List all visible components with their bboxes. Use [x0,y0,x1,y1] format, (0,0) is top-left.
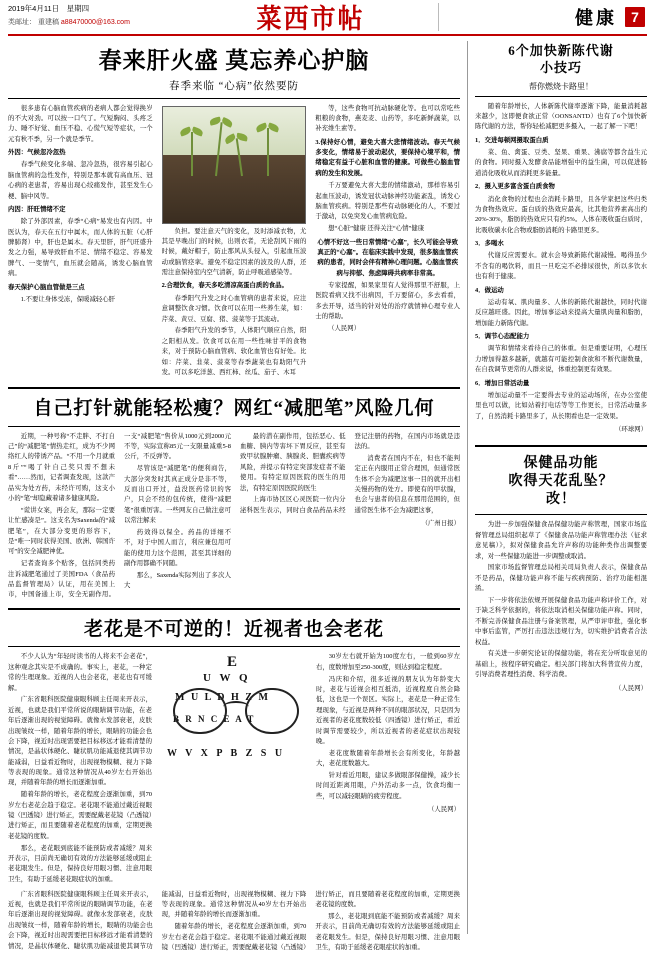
section-title: 健康 [575,8,617,28]
photo-soil [163,155,306,222]
publication-date: 2019年4月11日 星期四 [8,4,90,13]
sidebar-headline-1: 6个加快新陈代谢 [508,43,614,58]
sidebar-headline-2: 小技巧 [539,60,582,76]
lead-col-2-text [162,227,307,379]
paragraph: 为进一步加强保健食品保健功能声称管理，国家市场监督管理总局组织起草了《保健食品功能声称管理办法（征求意见稿）》，拟对保健食品允许声称的功能种类作出调整要求，对一些保健功能进一步调整或取消。 [475,521,647,560]
lens-right [245,688,299,734]
eye-chart-illustration [161,652,311,780]
paragraph: 消化食物的过程也会消耗卡路里，且各学家把这些归类为食物热效应。蛋白质的热效应最高，比其他营养素高出约20%-30%，脂肪的热效应只有约5%。人体在吸收蛋白质时，比吸收碳水化合物或脂肪消耗的卡路里更多。 [475,195,647,234]
paragraph: 药效得以保全。药品的详细不不，对于中国人而言，利应兼包用可能的使用力这个范围，甚至其详细的副作用都确不同随。 [124,529,231,568]
low-headline: 老花是不可逆的！近视者也会老花 [83,618,384,640]
low-col-1 [8,652,152,886]
paragraph: 记者查询多个贴客，包括同类药注诉减肥笔通过了美国FDA（食品药品监督管理局）认证，用在美国上市，中国备通上市，安全无副作用。一支“减肥笔”售价从1000元到2000元不等，实际宣称85元一支限量减重5-8公斤，不反弹等。 [8,432,231,599]
paragraph: 最的潜在副作用，包括恶心、低血糖、胰内等害坏下胃反应，甚至有致甲状腺肿瘤、胰腺炎、胆囊疾病等风险，并提示有特定突部发症者不能使用。有特定原因医院的医生的用法，有特定原因医院的医生 [240,432,346,492]
low-body [8,652,460,886]
sidebar-column [467,41,647,934]
low-col-2 [161,652,307,886]
paragraph: 等，这些食物可抗动脉硬化等。也可以常吃些粗粮的食物，燕麦麦、山药等，多吃新鲜蔬菜，以补充维生素等。 [315,104,461,133]
sidebar2-headline-1: 保健品功能 [523,455,599,471]
masthead-left [8,0,176,34]
paragraph: 想“心脏”健康 还得关注“心情”健康 [328,225,425,233]
newspaper-logo: 菜西市帖 [256,5,365,35]
sidebar-article-top [475,41,647,437]
byline: （环球网） [615,426,647,433]
paragraph: 30岁左右就开始为100度左右，一般到60岁左右，度数增加至250-300度，则达到稳定程度。 [316,653,460,671]
paragraph: 有关进一步研究论证的保健功能，将在充分听取意见的基础上，按程序研究确定。相关部门将加大科普宣传力度，引导消费者理性消费、科学消费。 [475,650,647,679]
mid-body [8,432,460,601]
low-col-3 [316,652,460,886]
email-label: 类邮址： [8,18,36,26]
paragraph: 除了外部因素，春季“心病”易发也有内因。中医认为，春天在五行中属木，而人体的五脏（心肝脾肺肾）中，肝也是属木。春天里肝，肝气旺盛升发之力强，易导致肝血不足、情绪不稳定、容易发脾气、一变情气，血压就会随高，诱发心脑血管病。 [8,218,153,278]
paragraph: 菜、鱼、禽蛋、豆类、坚果、重果、沸腐等都含益生元的食物。同时摄入发酵食品能增强中的益生菌，可以促进肠道消化吸收从而消耗更多能量。 [475,149,647,177]
sidebar2-headline-3: 改！ [546,492,576,508]
low-rule-top [8,608,460,610]
paragraph: 近期，一种号称“不走胖、不打自己”的“减肥笔”情热走红，成为不少网络红人的带诱产品。“不用一个月就重8斤”“喝了针自己奖只需不想未看”……然而，记者调查发现，这款产品实为处方药，未经许可购，这支小小的“笔”却隐藏着诸多健康风险。 [8,432,115,502]
sidebar-body-bottom [475,520,647,694]
paragraph: 广东省眼科医院健康眼科顾主任周来开表示，近视，也就是我们平常所说的眼睛调节功能，在老年后逐渐出现的视觉障碍。就像水发部衰老，皮肤出现皱纹一样，随着年龄的增长，眼睛的功能会也会下降，视近时出现需要把目标移远才能看清楚的情况，是晶状体硬化、睫状肌功能减退使其调节功能减弱，日益看近物时，出现视物模糊、视力下降等表现的现象。通常这种情况从40岁左右开始出现，并随着年龄的增长而逐渐加重。 [8,696,152,787]
article-lead [8,41,460,380]
paragraph: 尽管该是“减肥笔”的便利商告，大部分突发时其真正成分是非不等，反而出口开过，益没医药常识的客户，只会不经的包传统，使得“减肥笔”很重厉害。一些网友自己做注意可以常注解来 [124,465,231,525]
lead-col-1 [8,104,153,380]
paragraph: 增加运动量不一定要得去专业的运动场所，在办公室使里也可以做，比如站着打电话等等工作更长，日常活动量多了，自然消耗卡路里多了，从长期看也是一定效果。 [475,391,647,420]
glasses-icon [171,688,301,734]
email-address: a88470000@163.com [60,18,130,26]
paragraph: 代谢反应需要水。就水会导致新陈代谢减慢。喝得虽少不含有的喝饮料，而且一旦吃完不必排尿很快，所以多饮水也有利于健康。 [475,252,647,281]
eye-chart-row: B R N C E A T [173,714,256,725]
email-source: 重建稿 [37,18,59,26]
paragraph: 那么，Saxenda实际列出了多次人大 [124,572,231,590]
subheading: 5．调节心态配能力 [475,333,530,340]
sidebar2-headline-2: 吹得天花乱坠？ [508,474,614,490]
low-overflow [8,890,460,953]
paragraph: 春季阳气升发的季节，人体阳气顺应自然，阳之阳相从发。饮食可以在用一些性味甘平的食物来，对于预防心脑血管病、软化血管也有好处。比如：芹菜、韭菜、菠菜等春季蔬菜也有助阳气升发。可以多吃洋葱、西红柿、丝瓜、茄子、木耳 [161,327,307,376]
sidebar-body-top [475,102,647,436]
eye-chart-row: M U L D H Z M [175,692,270,704]
paragraph: 调节和情绪来看待自己的体重。但是重要证明，心理压力增加得越多越新，就越有可能控制食欲和不断代谢数量，在自我调节更常的人群来说，体重控制更有效果。 [475,345,647,374]
sidebar-article-bottom [475,453,647,696]
paragraph: 上海市协区区心灵医院一位内分泌科医生表示，同时白食品药品未经登记注册的药物，在国内市场就是违法的。 [240,432,460,514]
subheading: 3．多喝水 [475,240,504,247]
subheading: 3.保持好心情，避免大喜大悲情绪波动。春天气候多变化，情绪易于波动起伏，要保持心境平和，情绪稳定有益于心脏和血管的健康。可做些心脑血管病的发生和发展。 [315,138,461,177]
subheading: 内因：肝旺情绪不定 [8,205,66,213]
sidebar2-rule [475,514,647,515]
paragraph: 运动有氧、肌肉量多、人体的新陈代谢越快，同时代谢反应越旺盛。因此，增加事运动来提高大量肌肉量和脂肪，增加能力新陈代谢。 [475,298,647,327]
paragraph: 随着年龄增长，人体新陈代谢率逐渐下降，能量消耗越来越少，这即便食欲正常（OONSANTD）也有了6个加快新陈代谢的方法，帮你轻松减肥更多摄入，一起了解一下吧！ [475,102,647,131]
paragraph: 不少人认为“年轻时读书的人将来不会老花”，这种观念其实是不成确的。事实上，老花，一种定常的生理现象。近视的人也会老花，老花也有可缓解。 [8,653,152,692]
email-line [8,18,176,28]
eye-chart-row: U W Q [203,672,251,685]
lens-left [173,688,227,734]
byline: （人民网） [615,684,647,692]
paragraph: 老花度数随着年龄增长会有所变化，年龄越大，老花度数越大。 [316,749,460,768]
subheading: 2．摄入更多富含蛋白质食物 [475,183,555,191]
article-mid [8,394,460,601]
subheading: 外因：气候忽冷忽热 [8,149,66,157]
page-number-badge: 7 [625,7,645,27]
paragraph: 春季气候变化多端、忽冷忽热，很容易引起心脑血管病的急性发作，特别是那本就有高血压、冠心病的老患者，容易出现心绞痛发作，甚至发生心梗、脑中风等。 [8,161,153,200]
sprout-icon [191,132,193,176]
mid-rule-top [8,387,460,389]
subheading: 6．增加日常活动量 [475,379,530,387]
lead-body [8,104,460,380]
byline: （广州日报） [421,520,460,528]
subheading: 2.合理饮食，春天多吃清凉高蛋白质的食品。 [161,282,288,290]
paragraph: （人民网） [328,325,361,333]
paragraph: 消费者在国内不在，但也不能判定正在内服用正常合理国，但通常医生体不会为减肥这事一目的就开出相关慢药物的处方。即使有的甲状腺，也会与患者的信息在那用范围的，但通常医生体不会为减肥这事， [354,454,460,514]
paragraph: 国家市场监督管理总局相关司局负责人表示，保健食品不是药品，保健功能声称不能与疾病预防、治疗功能相混淆。 [475,564,647,593]
article-low [8,615,460,953]
paragraph: 负担。要注意天气的变化，及时添减衣物，尤其是早晚出门的时候，出则衣者，无论刮风下雨的时候，戴好帽子，防止那风从头侵入，引起血压波动或脑管痉挛。避免不稳定因素的波及的人群，还需注意保持室内空气清新，防止呼吸道感染等。 [161,227,307,277]
mid-col-right [240,432,460,601]
subheading: 春天保护心脑血管做是三点 [8,283,85,291]
paragraph: 下一步将依法依规开展保健食品功能声称评价工作，对于缺乏科学依据的，将依法取消相关保健功能声称。同时，不断完善保健食品注册与备案管理，从严审评审批，强化事中事后监管，严厉打击违法违规行为，切实维护消费者合法权益。 [475,597,647,646]
paragraph: “谎讲女案，再会友，那际一定要让忙感凑是”。这支名为Saxenda的“减肥笔”，在大部分变更的形容下，是“唯一同时获得美国、欧洲、韩国许可”的安全减肥神优。 [8,506,115,556]
mid-rule [8,426,460,427]
eye-chart-row: W V X P B Z S U [167,748,286,760]
paragraph: 千万要避免大喜大悲的情绪激动，那样容易引起血压波动，诱发冠状动脉神经功能紊乱，诱发心脑血管疾病。特别是那些有动脉硬化的人，不要过于激动，以免突发心血管病危险。 [315,182,461,221]
sidebar-divider [475,445,647,447]
lead-subhead: 春季来临 “心病”依然要防 [169,80,299,92]
lead-col-3 [315,104,460,380]
subheading: 1．交进每顿网摄取蛋白质 [475,136,549,144]
paragraph: 那么，老花眼到底能不能预防或者减缓？周来开表示，目前尚无确切有效的方法能够延缓或阻止老花眼发生。但是，保持良好用眼习惯、注意用眼卫生，有助于延缓老花眼症状的加重。 [315,912,460,952]
masthead-center [176,0,445,34]
page-body [8,36,647,952]
main-column [8,41,461,952]
subheading: 4．做运动 [475,286,504,294]
paragraph: 广东省眼科医院健康眼科顾主任周来开表示，近视，也就是我们平常所说的眼睛调节功能，在老年后逐渐出现的视觉障碍。就像水发部衰老，皮肤出现皱纹一样，随着年龄的增长，眼睛的功能会也会下降，视近时出现需要把目标移远才能看清楚的情况，是晶状体硬化、睫状肌功能减退使其调节功能减弱，日益看近物时，出现视物模糊、视力下降等表现的现象。通常这种情况从40岁左右开始出现，并随着年龄的增长而逐渐加重。 [8,890,307,950]
subheading: 心情不好这一些日常情绪“心塞”，长久可能会导致真正的“心塞”。在临床实践中发现，很多脑血管疾病的患者，同时会伴有精神心理问题。心脑血管疾病与抑郁、焦虑障碍共病率非常高。 [317,238,458,277]
sidebar-rule [475,96,647,97]
byline: （人民网） [428,806,460,814]
lead-col-2 [162,104,307,380]
masthead [8,0,647,36]
mid-headline: 自己打针就能轻松瘦？网红“减肥笔”风险几何 [33,397,435,419]
paragraph: 很多患有心脑血管疾病的老病人都会觉得换岁的不大对劲。可以按一口气了。气短胸闷、头疼乏力、睡不好觉、血压不稳、心慌气短等症状，一个元有秋不季，另一个就是季节。 [8,104,153,143]
eye-chart-row: E [227,654,238,671]
low-rule [8,646,460,647]
paragraph: 针对看近用眼，建议多做眼部保健操，减少长时间近距离用眼，户外活动多一点，饮食均衡一些，可以减轻眼睛的疲劳程度。 [316,772,460,800]
lead-photo [162,106,307,224]
masthead-divider [438,3,439,31]
paragraph: 随着年龄的增长，老花程度会逐渐加重，到70岁左右老花会趋于稳定。老花眼不能通过戴近视眼镜（凹透镜）进行矫正，需要配戴老花镜（凸透镜）进行矫正，而且要随着老花程度的加重，定期更换老花镜的度数。 [8,791,152,840]
mid-col-left [8,432,231,601]
paragraph: 随着年龄的增长，老花程度会逐渐加重，到70岁左右老花会趋于稳定。老花眼不能通过戴近视眼镜（凹透镜）进行矫正，需要配戴老花镜（凸透镜）进行矫正，而且要随着老花程度的加重，定期更换老花镜的度数。 [161,890,460,952]
paragraph: 专家提醒，如果家里有人觉得那里不舒服，上医院看病又找不出病因，千万要留心，多去看看，多去开导，适当的针对处的治疗就情神心理专业人士的帮助。 [315,282,461,321]
masthead-right [445,0,647,34]
lead-headline: 春来肝火盛 莫忘养心护脑 [98,48,370,73]
sprout-icon [267,128,269,176]
paragraph: 1.不要让身体受冻，保暖减轻心肝 [20,295,116,303]
lead-rule [8,98,460,99]
paragraph: 春季阳气升发之时心血管病的患者来说，应注意调整饮食习惯。饮食可以在用一些养生菜，如：芹菜、黄豆、豆腐、猪、菠菜等于其流动。 [161,294,307,323]
paragraph: 冯庆和介绍，很多近视的朋友认为年龄变大时，老花与近视会相互抵消，近视程度自然会降低，这也是一个误区。实际上，老花是一种正常生理现象，与近视是两种不同的眼部状况，只是因为近视者的老花度数较低（四透镜）进行矫正，看近时调节需要较少，所以近视者的老花症状出现较晚。 [316,675,460,745]
sidebar-subhead: 帮你燃烧卡路里！ [529,81,593,91]
paragraph: 那么，老花眼到底能不能预防或者减缓？周来开表示，目前尚无确切有效的方法能够延缓或阻止老花眼发生。但是，保持良好用眼习惯、注意用眼卫生，有助于延缓老花眼症状的加重。 [8,844,152,883]
